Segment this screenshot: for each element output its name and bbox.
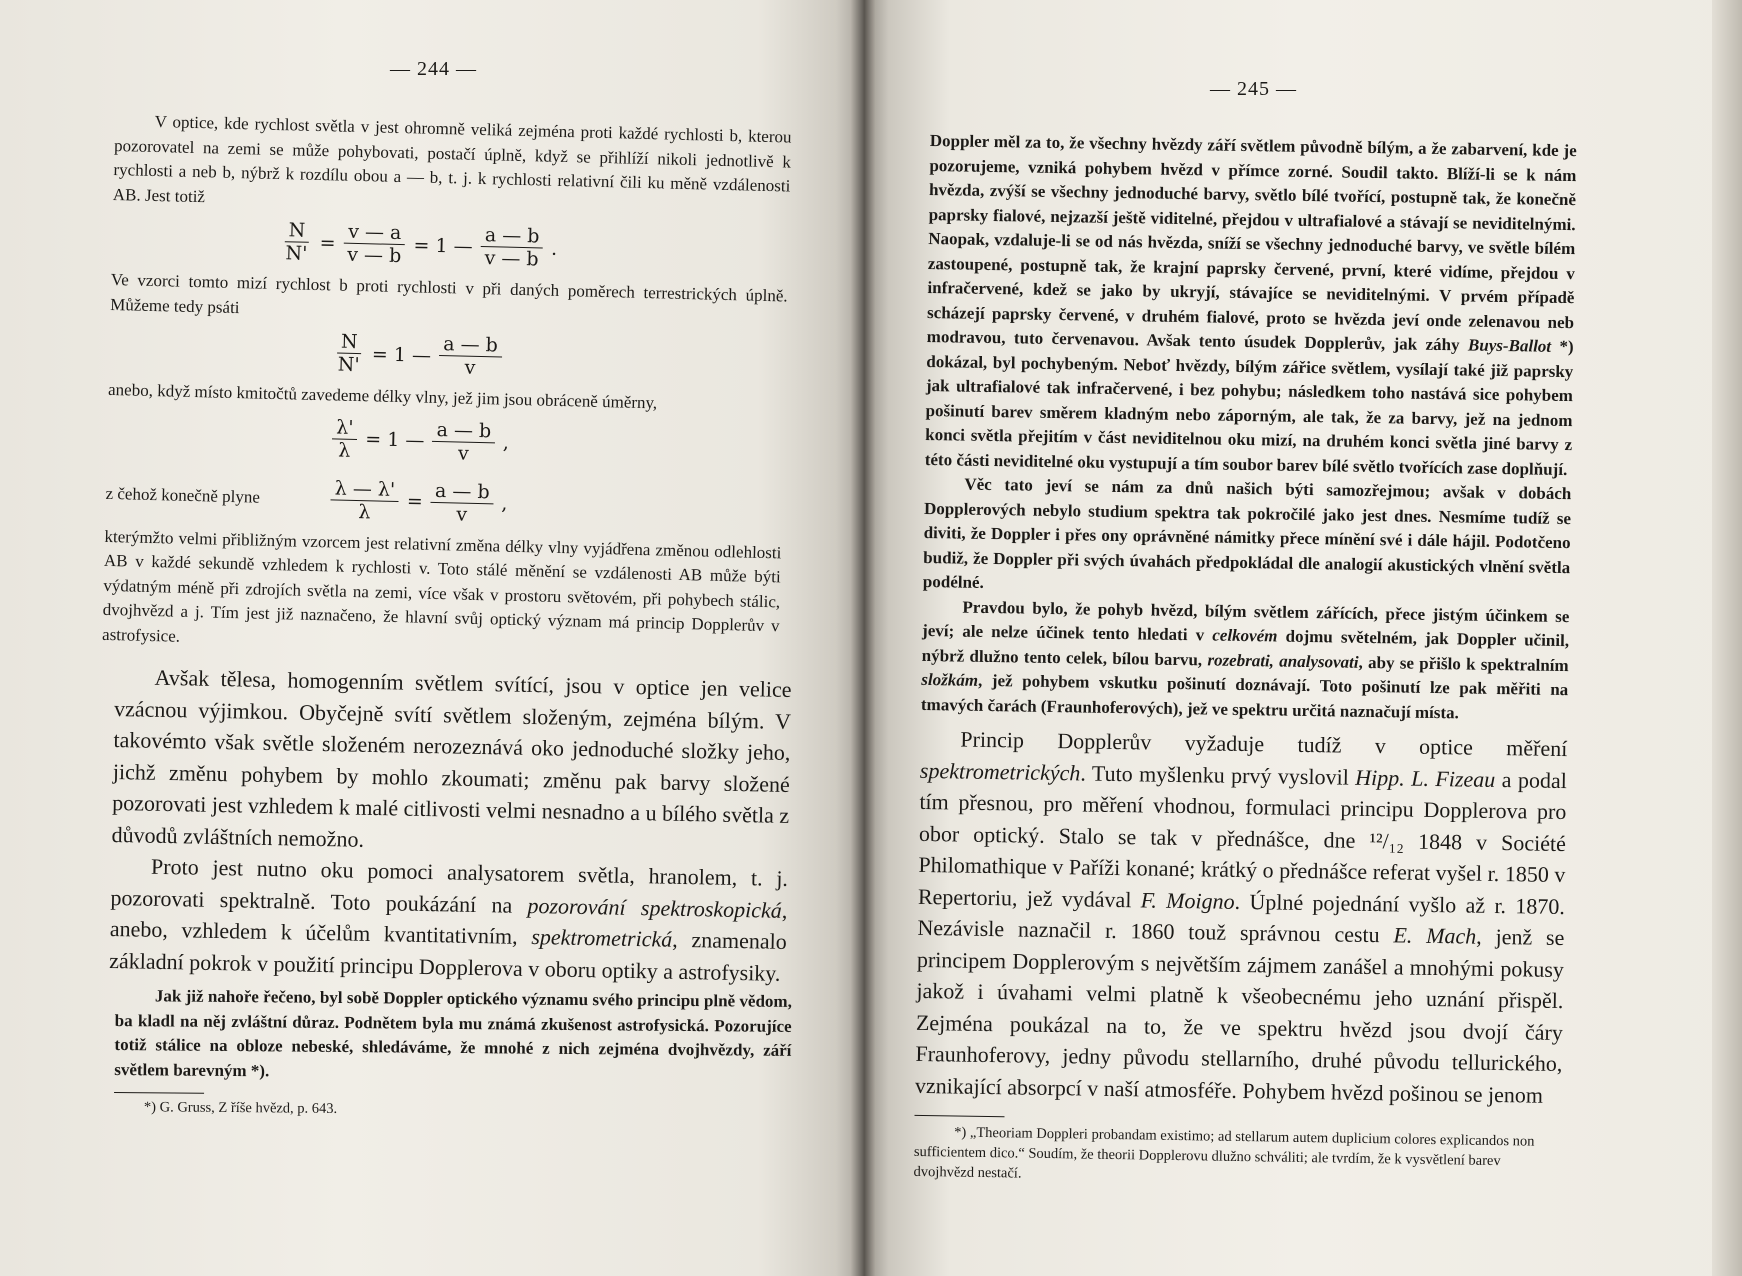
fraction (432, 418, 496, 465)
fraction (343, 221, 406, 268)
left-page (0, 0, 862, 1276)
formula-2 (334, 330, 787, 386)
paragraph-shift (921, 594, 1570, 727)
fraction (438, 333, 502, 380)
numerator: a — b (432, 418, 495, 443)
left-large-block (109, 661, 792, 989)
paragraph-formula-2-intro: Ve vzorci tomto mizí rychlost b proti rychlosti v při daných poměrech terrestrických úplně. Můžeme tedy psáti (110, 269, 788, 317)
emphasis: pozorování spektroskopická (527, 892, 783, 923)
paragraph-white-light: Avšak tělesa, homogenním světlem svítící, jsou v optice jen velice vzácnou výjimkou. Obyčejně svítí světlem složeným, zejména bílým. V takovémto však světle složeném nerozeznává oko jednoduché složky jeho, jichž změnu pohybem by mohlo zkoumati; změnu pak barvy složené pozorovati jest vzhledem k malé citlivosti velmi nesnadno a u bílého světla z důvodů zvláštních nemožno. (111, 664, 792, 852)
footnote-rule (914, 1115, 1004, 1117)
text-run: Princip Dopplerův vyžaduje tudíž v optice měření (960, 726, 1568, 762)
paragraph-doppler-opinion (925, 129, 1577, 482)
equals-one-minus: = 1 — (413, 233, 473, 258)
paragraph-spectrum-study: Věc tato jeví se nám za dnů našich býti samozřejmou; avšak v dobách Dopplerových nebylo studium spektra tak pokročilé jako jest dnes. Nesmíme tudíž se diviti, že Doppler i přes ony oprávněné námitky přece mínění své i dále hájil. Podotčeno budiž, že Doppler při svých úvahách předpokládal dle analogií akustických vlnění světla podélné. (922, 474, 1572, 592)
text-run: , jenž se principem Dopplerovým s největším zájmem zanášel a mnohými pokusy jakož i úvahami velmi platně k všeobecnému jeho uznání přispěl. Zejména poukázal na to, že ve spektru hvězd jsou dvojí čáry Fraunhoferovy, jedny původu stellarního, druhé původu tellurického, vznikající absorpcí v naší atmosféře. Pohybem hvězd pošinou se jenom (914, 923, 1565, 1108)
footnote-left: *) G. Gruss, Z říše hvězd, p. 643. (143, 1099, 338, 1117)
text-run: , anebo, vzhledem k účelům kvantitativním, (109, 897, 788, 950)
paragraph-astrofysics: kterýmžto velmi přibližným vzorcem jest relativní změna délky vlny vyjádřena změnou odlehlosti AB v každé sekundě vzhledem k rychlosti v. Toto stálé měnění se vzdálenosti AB může býti výdatným méně při zdrojích světla na zemi, více však v prostoru světovém, při pohybech stálic, dvojhvězd a j. Tím jest již naznačeno, že hlavní svůj optický význam má princip Dopplerův v astrofysice. (101, 526, 782, 646)
text-run: Pravdou bylo, že pohyb hvězd, bílým světlem zářících, přece jistým účinkem se jeví; ale nelze účinek tento hledati v (921, 597, 1570, 645)
numerator: a — b (431, 479, 494, 504)
page-number-left: — 244 — (390, 58, 477, 80)
right-page (862, 0, 1742, 1276)
numerator: a — b (439, 333, 502, 358)
punctuation: , (502, 431, 510, 454)
numerator: λ' (332, 416, 358, 440)
page-edge (1712, 0, 1742, 1276)
text-run: , aby se přišlo k spektralním (1358, 652, 1569, 675)
numerator: N (337, 330, 362, 354)
fraction (430, 479, 494, 526)
punctuation: , (501, 492, 508, 515)
fraction (480, 224, 544, 271)
emphasis: E. Mach (1393, 922, 1477, 949)
text-run: . Úplné pojednání vyšlo až r. 1870. Nezávisle naznačil r. 1860 touž správnou cestu (917, 888, 1566, 948)
paragraph-doppler-principle: Jak již nahoře řečeno, byl sobě Doppler optického významu svého principu plně vědom, ba kladl na něj zvláštní důraz. Podnětem byla mu známá zkušenost astrofysická. Pozorujíce totiž stálice na obloze nebeské, shledáváme, že mnohé z nich zejména dvojhvězdy, září světlem barevným *). (114, 986, 792, 1080)
paragraph-fizeau (915, 723, 1568, 1111)
numerator: a — b (481, 224, 544, 249)
emphasis: F. Moigno (1140, 886, 1235, 914)
denominator: λ (338, 439, 351, 462)
text-run: a podal tím přesnou, pro měření vhodnou, formulaci principu Dopplerova pro obor optický. Stalo se tak v přednášce, dne ¹²/₁₂ 1848 v Société Philomathique v Paříži konané; krátký o přednášce referat vyšel r. 1850 v Repertoriu, jež vydával (917, 766, 1568, 912)
emphasis: celkovém (1212, 625, 1278, 646)
text-run: *) dokázal, byl pochybeným. Neboť hvězdy, bílým zářice světlem, vysílají také již paprsky jak ultrafialové tak infračervené, i bez pohybu; následkem toho nastává sice pohybem pošinutí barev směrem kladným nebo záporným, ale tak, že za barvy, jež na jednom konci světla přejitím v část neviditelnou oku mizí, na druhém konci světla jiné barvy z této části neviditelné oku vystupují a tím soubor barev bílé světlo tvořících zase doplňují. (924, 336, 1574, 479)
denominator: v — b (347, 243, 402, 268)
formula-4-label: z čehož konečně plyne (105, 483, 261, 507)
emphasis: rozebrati, analysovati (1207, 649, 1359, 672)
formula-1 (281, 219, 789, 276)
punctuation: . (550, 237, 558, 260)
right-text-block (913, 129, 1576, 1192)
numerator: v — a (344, 221, 406, 245)
text-run: . Tuto myšlenku prvý vyslovil (1080, 759, 1356, 790)
denominator: N' (337, 353, 360, 377)
text-run: , jež pohybem vskutku pošinutí doznávají. Toto pošinutí lze pak měřiti na tmavých čarách (Fraunhoferových), jež ve spektru určitá naznačují místa. (920, 670, 1569, 722)
equals-one-minus: = 1 — (371, 342, 432, 367)
denominator: v (457, 441, 469, 465)
equals-sign: = (406, 490, 424, 513)
paragraph-formula-3-intro: anebo, když místo kmitočtů zavedeme délky vlny, jež jim jsou obráceně úměrny, (107, 379, 658, 413)
page-number-right: — 245 — (1210, 78, 1297, 100)
text-run: , znamenalo základní pokrok v použití principu Dopplerova v oboru optiky a astrofysiky. (109, 926, 787, 986)
numerator: N (284, 219, 309, 243)
emphasis: Hipp. L. Fizeau (1355, 764, 1496, 792)
emphasis: složkám (921, 669, 979, 690)
footnote-right: *) „Theoriam Doppleri probandam existimo; ad stellarum autem duplicium colores explicandos non sufficientem dico.“ Soudím, že theorii Dopplerovu dlužno schváliti; ale tvrdím, že k vysvětlení barev dvojhvězd nestačí. (913, 1124, 1535, 1182)
text-run: dojmu světelném, jak Doppler učinil, nýbrž dlužno tento celek, bílou barvu, (921, 626, 1570, 669)
emphasis: spektrometrická (531, 924, 673, 952)
denominator: λ (358, 500, 371, 523)
emphasis: Buys-Ballot (1467, 335, 1552, 356)
left-bottom-block (114, 984, 792, 1122)
denominator: v — b (484, 247, 539, 271)
denominator: N' (285, 242, 308, 265)
equals-sign: = (319, 231, 336, 254)
paragraph-spectral (109, 850, 788, 989)
numerator: λ — λ' (331, 477, 400, 502)
footnote-rule (114, 1092, 204, 1094)
formula-4 (330, 477, 508, 526)
emphasis: spektrometrických (919, 757, 1081, 785)
paragraph-intro: V optice, kde rychlost světla v jest ohromně veliká zejména proti každé rychlosti b, kterou pozorovatel na zemi se může pohybovati, postačí úplně, když se přihlíží nikoli jednotlivě k rychlosti a neb b, nýbrž k rozdílu obou a — b, t. j. k rychlosti relativní čili ku měně vzdálenosti AB. Jest totiž (112, 111, 792, 206)
denominator: v (456, 502, 468, 526)
text-run: Proto jest nutno oku pomoci analysatorem světla, hranolem, t. j. pozorovati spektralně. Toto poukázání na (110, 853, 789, 918)
formula-3 (331, 416, 784, 472)
equals-one-minus: = 1 — (365, 428, 425, 452)
text-run: Doppler měl za to, že všechny hvězdy září světlem původně bílým, a že zabarvení, kde je pozorujeme, vzniká pohybem hvězd v přímce zorné. Soudil takto. Blíží-li se k nám hvězda, zvýší se všechny jednoduché barvy, světlo bílé tvořící, postupně tak, že konečně paprsky fialové, nejzazší ještě viditelné, přejdou v ultrafialové a stávají se neviditelnými. Naopak, vzdaluje-li se od nás hvězda, sníží se všechny jednoduché barvy, ve světle bílém zastoupené, postupně tak, že krajní paprsky červené, první, které vidíme, přejdou v infračervené, kdež se jako by ukryjí, stávajíce se neviditelnými. V prvém případě scházejí paprsky červené, v druhém fialové, proto se hvězda jeví onde zelenavou neb modravou, tuto červenavou. Avšak tento úsudek Dopplerův, jak záhy (926, 130, 1577, 355)
fraction (281, 219, 312, 265)
denominator: v (464, 356, 476, 379)
left-top-block (102, 109, 792, 663)
book-gutter (850, 0, 876, 1276)
fraction (330, 477, 399, 524)
fraction (331, 416, 357, 462)
fraction (334, 330, 365, 376)
